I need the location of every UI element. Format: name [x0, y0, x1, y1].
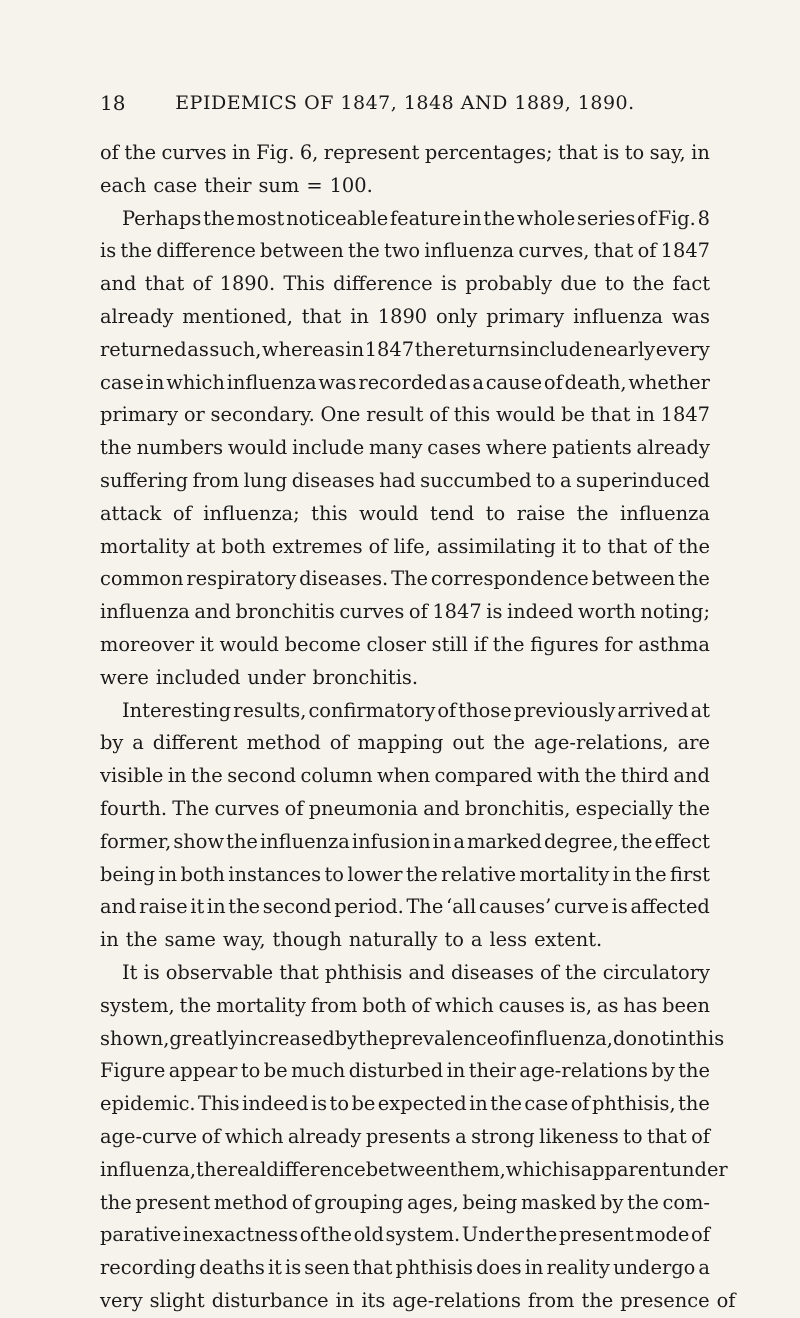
- body-text: [100, 137, 736, 1318]
- text-line: Perhaps the most noticeable feature in the whole series of Fig. 8: [122, 206, 710, 230]
- text-line: It is observable that phthisis and diseases of the circulatory: [122, 960, 710, 984]
- text-line: already mentioned, that in 1890 only primary influenza was: [100, 304, 710, 328]
- page-header: [100, 88, 710, 118]
- paragraph: [100, 957, 736, 1318]
- text-line: age-curve of which already presents a strong likeness to that of: [100, 1124, 710, 1148]
- text-line: were included under bronchitis.: [100, 665, 419, 689]
- text-line: system, the mortality from both of which causes is, as has been: [100, 993, 710, 1017]
- text-line: suffering from lung diseases had succumbed to a superinduced: [100, 468, 710, 492]
- text-line: very slight disturbance in its age-relations from the presence of: [100, 1288, 736, 1312]
- text-line: mortality at both extremes of life, assimilating it to that of the: [100, 534, 710, 558]
- text-line: primary or secondary. One result of this would be that in 1847: [100, 403, 710, 427]
- text-line: moreover it would become closer still if the figures for asthma: [100, 632, 710, 656]
- text-line: visible in the second column when compared with the third and: [100, 764, 710, 788]
- text-line: recording deaths it is seen that phthisis does in reality undergo a: [100, 1256, 710, 1280]
- text-line: case in which influenza was recorded as a cause of death, whether: [100, 370, 710, 394]
- text-line: common respiratory diseases. The correspondence between the: [100, 567, 710, 591]
- paragraph: [100, 137, 710, 203]
- text-line: and raise it in the second period. The ‘all causes’ curve is affected: [100, 895, 710, 919]
- text-line: being in both instances to lower the relative mortality in the first: [100, 862, 710, 886]
- paragraph: [100, 203, 710, 695]
- running-head: EPIDEMICS OF 1847, 1848 AND 1889, 1890.: [175, 92, 635, 114]
- text-line: epidemic. This indeed is to be expected in the case of phthisis, the: [100, 1092, 710, 1116]
- text-line: Figure appear to be much disturbed in their age-relations by the: [100, 1059, 710, 1083]
- text-line: the present method of grouping ages, being masked by the com-: [100, 1190, 710, 1214]
- text-line: in the same way, though naturally to a less extent.: [100, 928, 603, 952]
- text-line: former, show the influenza infusion in a marked degree, the effect: [100, 829, 710, 853]
- text-line: of the curves in Fig. 6, represent percentages; that is to say, in: [100, 141, 710, 164]
- text-line: the numbers would include many cases where patients already: [100, 436, 710, 460]
- text-line: is the difference between the two influenza curves, that of 1847: [100, 239, 710, 263]
- text-line: parative inexactness of the old system. Under the present mode of: [100, 1223, 710, 1247]
- text-line: each case their sum = 100.: [100, 173, 373, 197]
- paragraph: [100, 695, 710, 957]
- text-line: influenza, the real difference between them, which is apparent under: [100, 1157, 728, 1181]
- text-line: Interesting results, confirmatory of those previously arrived at: [122, 698, 710, 722]
- text-line: shown, greatly increased by the prevalence of influenza, do not in this: [100, 1026, 725, 1050]
- text-line: influenza and bronchitis curves of 1847 is indeed worth noting;: [100, 600, 710, 624]
- page-number: 18: [100, 91, 126, 115]
- text-line: returned as such, whereas in 1847 the returns include nearly every: [100, 337, 710, 361]
- text-line: fourth. The curves of pneumonia and bronchitis, especially the: [100, 796, 710, 820]
- text-line: attack of influenza; this would tend to raise the influenza: [100, 501, 710, 525]
- text-line: by a different method of mapping out the age-relations, are: [100, 731, 710, 755]
- text-line: and that of 1890. This difference is probably due to the fact: [100, 272, 710, 296]
